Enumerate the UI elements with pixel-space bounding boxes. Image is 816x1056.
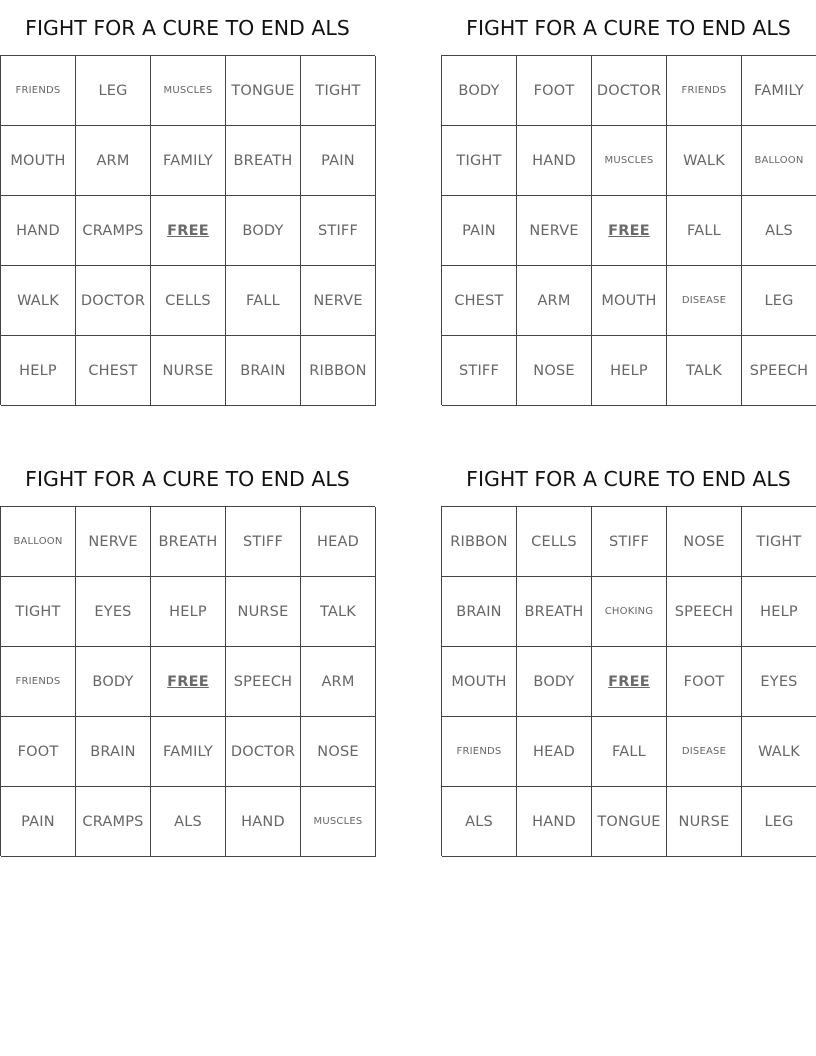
bingo-cell: PAIN (1, 787, 76, 857)
bingo-cell: NOSE (301, 717, 376, 787)
bingo-cell: BODY (442, 56, 517, 126)
bingo-cell: NURSE (151, 336, 226, 406)
card-title: FIGHT FOR A CURE TO END ALS (466, 467, 791, 491)
bingo-cell: LEG (742, 266, 816, 336)
bingo-cell: FAMILY (151, 717, 226, 787)
bingo-cell: CELLS (517, 507, 592, 577)
bingo-cell: NERVE (301, 266, 376, 336)
bingo-cell: MUSCLES (301, 787, 376, 857)
bingo-cell: FALL (226, 266, 301, 336)
bingo-cell: TONGUE (226, 56, 301, 126)
bingo-cell: WALK (667, 126, 742, 196)
bingo-cell: CHOKING (592, 577, 667, 647)
bingo-cell: BRAIN (226, 336, 301, 406)
bingo-cell: EYES (742, 647, 816, 717)
bingo-grid (0, 55, 375, 405)
free-space-cell: FREE (592, 196, 667, 266)
bingo-cell: TIGHT (1, 577, 76, 647)
bingo-cell: SPEECH (667, 577, 742, 647)
bingo-cell: FOOT (667, 647, 742, 717)
bingo-cell: CELLS (151, 266, 226, 336)
free-space-cell: FREE (151, 647, 226, 717)
bingo-cell: BREATH (517, 577, 592, 647)
bingo-cell: BRAIN (76, 717, 151, 787)
bingo-cell: ARM (76, 126, 151, 196)
bingo-cell: BODY (226, 196, 301, 266)
bingo-grid (0, 506, 375, 856)
bingo-cell: CHEST (76, 336, 151, 406)
bingo-cell: CRAMPS (76, 196, 151, 266)
bingo-cell: TIGHT (742, 507, 816, 577)
bingo-cell: FRIENDS (667, 56, 742, 126)
bingo-cell: RIBBON (301, 336, 376, 406)
bingo-cell: WALK (1, 266, 76, 336)
bingo-cell: FALL (592, 717, 667, 787)
card-title: FIGHT FOR A CURE TO END ALS (25, 16, 350, 40)
bingo-cell: STIFF (226, 507, 301, 577)
bingo-cell: TIGHT (442, 126, 517, 196)
card-title: FIGHT FOR A CURE TO END ALS (25, 467, 350, 491)
bingo-card-2 (441, 0, 816, 405)
bingo-cell: FRIENDS (1, 56, 76, 126)
bingo-cell: MUSCLES (592, 126, 667, 196)
card-title: FIGHT FOR A CURE TO END ALS (466, 16, 791, 40)
bingo-cell: LEG (76, 56, 151, 126)
bingo-cell: BREATH (226, 126, 301, 196)
bingo-cell: HAND (1, 196, 76, 266)
free-space-cell: FREE (151, 196, 226, 266)
bingo-cell: MOUTH (442, 647, 517, 717)
bingo-cell: RIBBON (442, 507, 517, 577)
bingo-cell: STIFF (301, 196, 376, 266)
bingo-cell: HELP (1, 336, 76, 406)
bingo-cell: DOCTOR (226, 717, 301, 787)
bingo-cell: HEAD (517, 717, 592, 787)
bingo-cell: BALLOON (1, 507, 76, 577)
bingo-card-1 (0, 0, 375, 405)
bingo-cell: BREATH (151, 507, 226, 577)
bingo-cell: BODY (517, 647, 592, 717)
bingo-cell: TALK (667, 336, 742, 406)
bingo-grid (441, 55, 816, 405)
bingo-cell: FAMILY (742, 56, 816, 126)
bingo-cell: ALS (442, 787, 517, 857)
bingo-cell: FAMILY (151, 126, 226, 196)
bingo-cell: ALS (151, 787, 226, 857)
bingo-cell: MOUTH (1, 126, 76, 196)
bingo-cell: HAND (517, 126, 592, 196)
bingo-cell: HAND (517, 787, 592, 857)
bingo-cell: PAIN (301, 126, 376, 196)
bingo-cell: HELP (742, 577, 816, 647)
bingo-cell: HELP (592, 336, 667, 406)
bingo-cell: DOCTOR (76, 266, 151, 336)
bingo-cell: HELP (151, 577, 226, 647)
bingo-cell: EYES (76, 577, 151, 647)
bingo-cell: PAIN (442, 196, 517, 266)
bingo-cell: FRIENDS (442, 717, 517, 787)
bingo-cell: MOUTH (592, 266, 667, 336)
bingo-cell: TIGHT (301, 56, 376, 126)
bingo-cell: BRAIN (442, 577, 517, 647)
bingo-cell: STIFF (442, 336, 517, 406)
bingo-cell: DISEASE (667, 717, 742, 787)
bingo-cell: SPEECH (226, 647, 301, 717)
bingo-cell: NERVE (517, 196, 592, 266)
bingo-cell: LEG (742, 787, 816, 857)
bingo-cell: NOSE (667, 507, 742, 577)
bingo-cell: FALL (667, 196, 742, 266)
bingo-cell: MUSCLES (151, 56, 226, 126)
bingo-grid (441, 506, 816, 856)
bingo-cell: TONGUE (592, 787, 667, 857)
bingo-cell: TALK (301, 577, 376, 647)
bingo-cell: ARM (517, 266, 592, 336)
bingo-cell: HEAD (301, 507, 376, 577)
bingo-cell: DISEASE (667, 266, 742, 336)
bingo-cell: DOCTOR (592, 56, 667, 126)
bingo-cell: BODY (76, 647, 151, 717)
bingo-cell: ARM (301, 647, 376, 717)
bingo-card-4 (441, 451, 816, 856)
bingo-cell: FOOT (517, 56, 592, 126)
bingo-cell: NOSE (517, 336, 592, 406)
bingo-cell: CHEST (442, 266, 517, 336)
bingo-cell: STIFF (592, 507, 667, 577)
bingo-cell: HAND (226, 787, 301, 857)
bingo-cell: FRIENDS (1, 647, 76, 717)
bingo-card-3 (0, 451, 375, 856)
bingo-cell: NURSE (667, 787, 742, 857)
free-space-cell: FREE (592, 647, 667, 717)
bingo-cell: SPEECH (742, 336, 816, 406)
bingo-cell: NURSE (226, 577, 301, 647)
bingo-cell: WALK (742, 717, 816, 787)
bingo-cell: NERVE (76, 507, 151, 577)
bingo-cell: FOOT (1, 717, 76, 787)
bingo-cell: ALS (742, 196, 816, 266)
bingo-cell: BALLOON (742, 126, 816, 196)
bingo-cell: CRAMPS (76, 787, 151, 857)
